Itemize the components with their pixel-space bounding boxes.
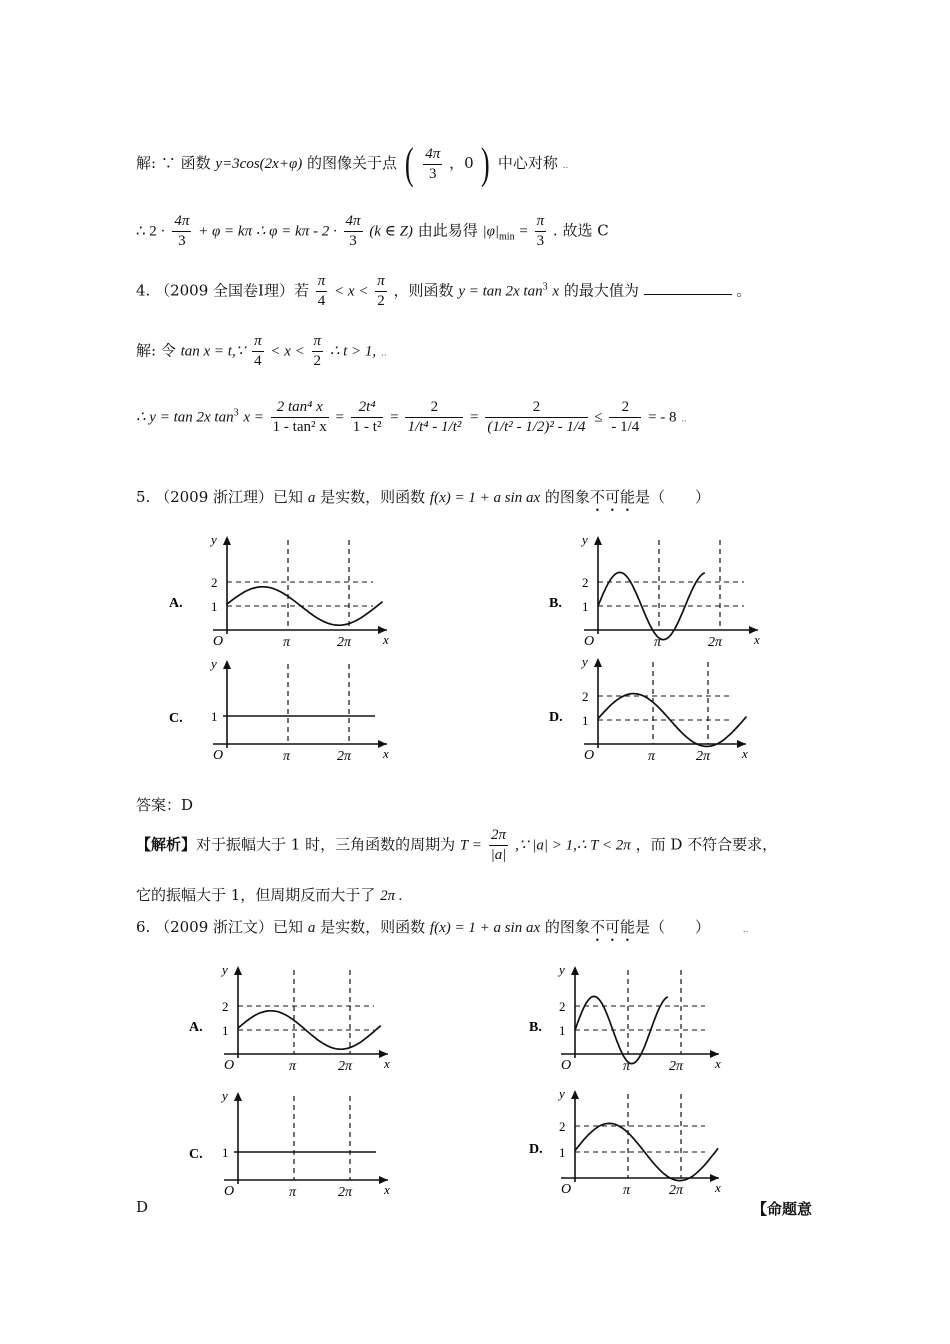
text: 的图象 xyxy=(544,918,590,936)
q5-analysis-line1 xyxy=(136,826,777,865)
math-expression: tan x = t,∵ xyxy=(180,343,246,360)
pi-tick-label: π xyxy=(283,635,291,650)
y-axis-label: y xyxy=(559,962,565,977)
option-label: D. xyxy=(549,710,563,726)
text: 是实数，则函数 xyxy=(320,918,426,936)
fraction: $\frac{\pi}{4}$ xyxy=(317,273,326,309)
two-pi-tick-label: 2π xyxy=(338,1185,353,1200)
x-axis-label: x xyxy=(754,632,760,647)
fraction: $\frac{2}{- 1/4}$ xyxy=(611,399,640,435)
origin-label: O xyxy=(561,1182,572,1197)
question-number: 5. xyxy=(136,488,151,506)
q3-solution-line1: 解: ∵ 函数 y=3cos(2x+φ) 的图像关于点 ( $\frac{4\pi}{3}$ ，0 ) 中心对称 .. xyxy=(136,139,569,188)
q5-answer xyxy=(136,794,193,815)
y-tick-2: 2 xyxy=(222,999,229,1014)
section-tag: 【命题意 xyxy=(752,1200,813,1218)
y-tick-1: 1 xyxy=(211,599,218,614)
text: 的最大值为 xyxy=(563,281,639,300)
text: 是（ ） xyxy=(634,488,710,506)
y-axis-arrow xyxy=(571,1090,579,1099)
y-axis-label: y xyxy=(582,654,588,669)
fraction: $\frac{2}{\text{(1/t² - 1/2)² - 1/4}}$ xyxy=(487,399,586,435)
origin-label: O xyxy=(213,748,224,763)
result: = - 8 xyxy=(648,409,677,426)
q6-stem: 6. （2009 浙江文）已知 a 是实数，则函数 f(x) = 1 + a sin ax 的图象不可能是（ ） .. xyxy=(136,918,749,936)
y-axis-arrow xyxy=(223,660,231,669)
y-axis-arrow xyxy=(571,966,579,975)
text: 解: 令 xyxy=(136,341,176,360)
two-pi-tick-label: 2π xyxy=(337,635,352,650)
origin-label: O xyxy=(561,1058,572,1073)
q6-footer-left xyxy=(136,1198,148,1216)
origin-label: O xyxy=(224,1058,235,1073)
pi-tick-label: π xyxy=(654,635,662,650)
fraction: $\frac{2}{\text{1/t⁴ - 1/t²}}$ xyxy=(407,399,462,435)
text: 的图像关于点 xyxy=(307,154,398,172)
y-axis-label: y xyxy=(559,1086,565,1101)
math-expression: ∴ y = tan 2x tan xyxy=(136,409,234,426)
text: ，而 D 不符合要求， xyxy=(635,835,778,854)
question-source: （2009 全国卷Ⅰ理）若 xyxy=(155,281,309,300)
y-tick-1: 1 xyxy=(559,1023,566,1038)
origin-label: O xyxy=(584,748,595,763)
fraction: $\frac{\pi}{2}$ xyxy=(313,333,322,369)
answer-text: D xyxy=(136,1198,149,1216)
fraction: $\frac{4\pi}{3}$ xyxy=(174,213,190,249)
pi-tick-label: π xyxy=(289,1059,297,1074)
option-label: A. xyxy=(189,1020,203,1036)
y-tick-1: 1 xyxy=(211,709,218,724)
math-expression: ,∵ |a| > 1,∴ T < 2π xyxy=(515,837,631,854)
math-expression: x xyxy=(552,283,560,300)
math-expression: < x < xyxy=(270,343,305,360)
two-pi-tick-label: 2π xyxy=(696,749,711,764)
q5-graph-d xyxy=(545,654,785,766)
fraction: $\frac{\text{2 tan⁴ x}}{\text{1 - tan² x}}$ xyxy=(272,399,327,435)
fraction: $\frac{\text{2t⁴}}{\text{1 - t²}}$ xyxy=(352,399,382,435)
pi-tick-label: π xyxy=(648,749,656,764)
text: ，0 xyxy=(449,154,474,172)
math-expression: T = xyxy=(459,837,482,854)
x-axis-label: x xyxy=(384,1182,390,1197)
math-expression: a xyxy=(307,490,316,506)
answer-text: 答案：D xyxy=(136,796,194,814)
y-tick-1: 1 xyxy=(222,1145,229,1160)
y-tick-1: 1 xyxy=(582,713,589,728)
math-expression: < x < xyxy=(334,283,369,300)
q4-solution-line1: 解: 令 tan x = t,∵ $\frac{\pi}{4}$ < x < $\frac{\pi}{2}$ ∴ t > 1, .. xyxy=(136,333,387,369)
x-axis-label: x xyxy=(383,632,389,647)
option-label: D. xyxy=(529,1141,543,1157)
x-axis-label: x xyxy=(715,1056,721,1071)
y-tick-2: 2 xyxy=(582,575,589,590)
option-label: C. xyxy=(189,1147,203,1162)
origin-label: O xyxy=(584,634,595,649)
q6-footer-right xyxy=(752,1198,812,1219)
q6-graph-b xyxy=(525,962,745,1074)
text: . 故选 C xyxy=(552,221,609,240)
y-tick-2: 2 xyxy=(582,689,589,704)
text: ≤ xyxy=(594,409,603,426)
math-expression: x = xyxy=(243,409,264,426)
text: 对于振幅大于 1 时，三角函数的周期为 xyxy=(196,835,456,854)
pi-tick-label: π xyxy=(623,1183,631,1198)
x-axis-label: x xyxy=(742,746,748,761)
two-pi-tick-label: 2π xyxy=(337,749,352,764)
pi-tick-label: π xyxy=(289,1185,297,1200)
function-expression: y = tan 2x tan xyxy=(458,283,543,300)
fraction: $\frac{4\pi}{3}$ xyxy=(345,213,361,249)
x-axis-label: x xyxy=(384,1056,390,1071)
y-tick-1: 1 xyxy=(222,1023,229,1038)
q5-stem xyxy=(136,486,710,515)
y-axis-arrow xyxy=(234,966,242,975)
x-axis-label: x xyxy=(383,746,389,761)
q5-graph-a xyxy=(165,532,405,650)
origin-label: O xyxy=(213,634,224,649)
y-axis-label: y xyxy=(222,962,228,977)
math-expression: (k ∈ Z) xyxy=(369,223,413,240)
q6-graph-d xyxy=(525,1086,745,1198)
fraction: $\frac{4\pi}{3}$ xyxy=(425,145,441,182)
pi-tick-label: π xyxy=(283,749,291,764)
q4-solution-line2: ∴ y = tan 2x $\tan^3 x$ = $\frac{\text{2 tan⁴ x}}{\text{1 - tan² x}}$ = $\frac{\text{2t⁴}}{\text{1 - t²}}$ = $\frac{2}{\text{1/t⁴ - 1/t²}}$ = $\frac{2}{\text{(1/t² - 1/2)² - 1/4}}$ ≤ $\frac{2}{- 1/4}$ = - 8 .. xyxy=(136,399,688,435)
y-tick-1: 1 xyxy=(582,599,589,614)
q5-graph-b xyxy=(545,532,785,650)
question-number: 4. xyxy=(136,281,151,300)
y-axis-arrow xyxy=(223,536,231,545)
q3-solution-line2 xyxy=(136,212,609,251)
math-expression: ∴ t > 1, xyxy=(329,343,377,360)
y-axis-label: y xyxy=(211,532,217,547)
y-axis-label: y xyxy=(222,1088,228,1103)
q6-graph-c xyxy=(185,1088,405,1200)
text: ∴ 2 · xyxy=(136,223,166,240)
math-expression: + φ = kπ ∴ φ = kπ - 2 · xyxy=(198,223,337,240)
math-expression: 2π . xyxy=(380,888,403,904)
two-pi-tick-label: 2π xyxy=(669,1183,684,1198)
y-axis-arrow xyxy=(594,658,602,667)
y-axis-label: y xyxy=(211,656,217,671)
question-source: （2009 浙江理）已知 xyxy=(155,488,304,506)
pi-tick-label: π xyxy=(623,1059,631,1074)
text: 是实数，则函数 xyxy=(320,488,426,506)
function-curve xyxy=(227,587,383,625)
origin-label: O xyxy=(224,1184,235,1199)
analysis-tag: 【解析】 xyxy=(136,835,197,854)
fraction: $\frac{\pi}{2}$ xyxy=(377,273,385,309)
function-expression: y=3cos(2x+φ) xyxy=(215,156,303,172)
text: = xyxy=(519,223,528,240)
text: 它的振幅大于 1，但周期反而大于了 xyxy=(136,886,376,904)
function-expression: f(x) = 1 + a sin ax xyxy=(429,490,541,506)
emphasized-text: 不可能 xyxy=(589,918,635,936)
answer-blank[interactable] xyxy=(644,280,732,295)
text: 是（ ） xyxy=(634,918,710,936)
fraction: $\frac{\pi}{3}$ xyxy=(536,213,545,249)
text: 。 xyxy=(736,281,752,300)
y-axis-arrow xyxy=(594,536,602,545)
option-label: C. xyxy=(169,711,183,726)
text: 的图象 xyxy=(544,488,590,506)
option-label: B. xyxy=(549,596,562,612)
math-expression: |φ| xyxy=(482,223,500,240)
q5-graph-c xyxy=(165,656,405,768)
two-pi-tick-label: 2π xyxy=(708,635,723,650)
y-tick-2: 2 xyxy=(211,575,218,590)
q5-analysis-line2 xyxy=(136,884,403,905)
fraction: $\frac{2\pi}{|a|}$ xyxy=(490,827,507,863)
solution-lead: 解: xyxy=(136,154,157,172)
question-source: （2009 浙江文）已知 xyxy=(155,918,304,936)
math-expression: a xyxy=(307,920,316,936)
y-tick-2: 2 xyxy=(559,999,566,1014)
text: 由此易得 xyxy=(417,221,478,240)
function-expression: f(x) = 1 + a sin ax xyxy=(429,920,541,936)
emphasized-text: 不可能 xyxy=(589,488,635,506)
q6-graph-a xyxy=(185,962,405,1074)
two-pi-tick-label: 2π xyxy=(338,1059,353,1074)
text: 中心对称 xyxy=(497,154,558,172)
x-axis-label: x xyxy=(715,1180,721,1195)
text: ，则函数 xyxy=(393,281,454,300)
option-label: A. xyxy=(169,596,183,612)
two-pi-tick-label: 2π xyxy=(669,1059,684,1074)
q4-stem: 4. （2009 全国卷Ⅰ理）若 $\frac{\pi}{4}$ < x < $\frac{\pi}{2}$ ，则函数 y = tan 2x $\tan^3 x$ 的最大值为 。 xyxy=(136,273,752,309)
y-tick-2: 2 xyxy=(559,1119,566,1134)
y-axis-arrow xyxy=(234,1092,242,1101)
subscript: min xyxy=(499,231,515,243)
text: ∵ 函数 xyxy=(160,154,211,172)
question-number: 6. xyxy=(136,918,151,936)
y-axis-label: y xyxy=(582,532,588,547)
option-label: B. xyxy=(529,1020,542,1036)
y-tick-1: 1 xyxy=(559,1145,566,1160)
fraction: $\frac{\pi}{4}$ xyxy=(254,333,262,369)
